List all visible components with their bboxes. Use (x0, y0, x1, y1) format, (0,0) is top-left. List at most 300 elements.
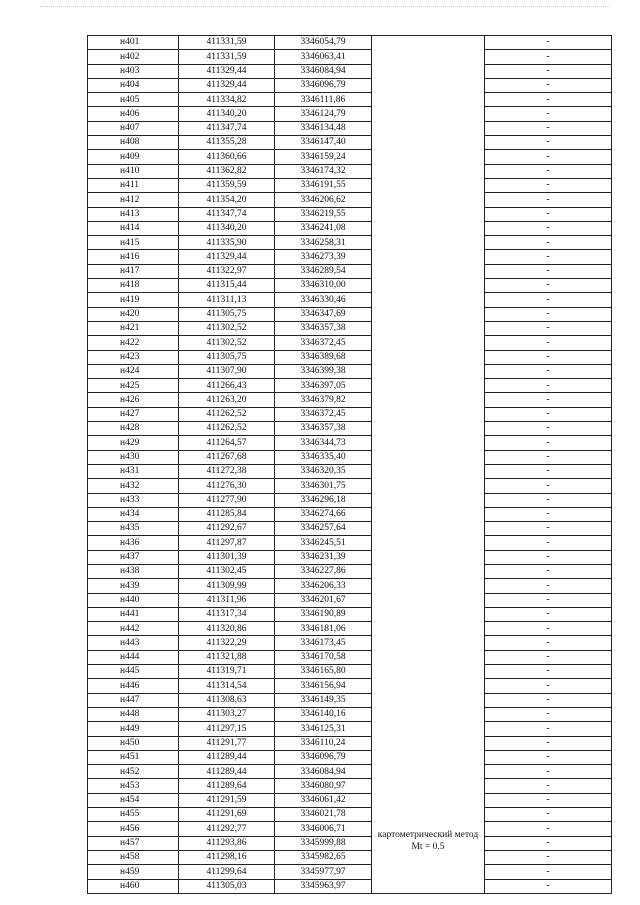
table-row (88, 550, 612, 564)
coord-x-cell: 411315,44 (179, 279, 275, 293)
note-cell: - (485, 722, 612, 736)
coord-x-cell: 411331,59 (179, 50, 275, 64)
point-id-cell: н447 (88, 693, 179, 707)
note-cell: - (485, 436, 612, 450)
table-row (88, 279, 612, 293)
note-cell: - (485, 808, 612, 822)
table-row (88, 779, 612, 793)
coord-x-cell: 411329,44 (179, 250, 275, 264)
table-row (88, 507, 612, 521)
coord-y-cell: 3346320,35 (275, 464, 372, 478)
coord-y-cell: 3346173,45 (275, 636, 372, 650)
coord-x-cell: 411297,87 (179, 536, 275, 550)
coord-y-cell: 3346080,97 (275, 779, 372, 793)
coord-x-cell: 411347,74 (179, 207, 275, 221)
coord-x-cell: 411309,99 (179, 579, 275, 593)
table-row (88, 78, 612, 92)
coord-x-cell: 411302,52 (179, 321, 275, 335)
coord-y-cell: 3346372,45 (275, 336, 372, 350)
note-cell: - (485, 636, 612, 650)
point-id-cell: н410 (88, 164, 179, 178)
table-row (88, 622, 612, 636)
note-cell: - (485, 364, 612, 378)
table-row (88, 793, 612, 807)
table-row (88, 150, 612, 164)
note-cell: - (485, 493, 612, 507)
point-id-cell: н457 (88, 836, 179, 850)
note-cell: - (485, 607, 612, 621)
table-row (88, 64, 612, 78)
note-cell: - (485, 293, 612, 307)
point-id-cell: н425 (88, 379, 179, 393)
point-id-cell: н424 (88, 364, 179, 378)
point-id-cell: н411 (88, 178, 179, 192)
coord-x-cell: 411277,90 (179, 493, 275, 507)
table-row (88, 493, 612, 507)
table-row (88, 479, 612, 493)
coord-x-cell: 411329,44 (179, 64, 275, 78)
point-id-cell: н458 (88, 850, 179, 864)
coord-y-cell: 3346301,75 (275, 479, 372, 493)
coord-x-cell: 411335,90 (179, 236, 275, 250)
coord-y-cell: 3346241,08 (275, 221, 372, 235)
coord-x-cell: 411289,44 (179, 765, 275, 779)
coord-y-cell: 3346063,41 (275, 50, 372, 64)
note-cell: - (485, 250, 612, 264)
point-id-cell: н421 (88, 321, 179, 335)
coord-y-cell: 3346296,18 (275, 493, 372, 507)
note-cell: - (485, 379, 612, 393)
point-id-cell: н407 (88, 121, 179, 135)
table-row (88, 336, 612, 350)
coord-y-cell: 3346372,45 (275, 407, 372, 421)
point-id-cell: н431 (88, 464, 179, 478)
point-id-cell: н429 (88, 436, 179, 450)
coord-x-cell: 411311,96 (179, 593, 275, 607)
coord-y-cell: 3346159,24 (275, 150, 372, 164)
table-row (88, 765, 612, 779)
coord-x-cell: 411266,43 (179, 379, 275, 393)
point-id-cell: н427 (88, 407, 179, 421)
table-row (88, 879, 612, 893)
coord-x-cell: 411317,34 (179, 607, 275, 621)
coord-y-cell: 3345982,65 (275, 850, 372, 864)
coord-y-cell: 3346357,38 (275, 321, 372, 335)
coord-y-cell: 3346227,86 (275, 564, 372, 578)
note-cell: - (485, 264, 612, 278)
coord-y-cell: 3346399,38 (275, 364, 372, 378)
coord-x-cell: 411322,29 (179, 636, 275, 650)
point-id-cell: н413 (88, 207, 179, 221)
table-row (88, 436, 612, 450)
point-id-cell: н453 (88, 779, 179, 793)
point-id-cell: н449 (88, 722, 179, 736)
table-row (88, 650, 612, 664)
coord-x-cell: 411291,69 (179, 808, 275, 822)
coord-y-cell: 3346084,94 (275, 765, 372, 779)
point-id-cell: н438 (88, 564, 179, 578)
coord-x-cell: 411354,20 (179, 193, 275, 207)
coord-x-cell: 411362,82 (179, 164, 275, 178)
point-id-cell: н430 (88, 450, 179, 464)
point-id-cell: н460 (88, 879, 179, 893)
table-row (88, 393, 612, 407)
coord-y-cell: 3346181,06 (275, 622, 372, 636)
table-row (88, 464, 612, 478)
note-cell: - (485, 150, 612, 164)
scan-header-marks (40, 6, 610, 10)
note-cell: - (485, 479, 612, 493)
coord-y-cell: 3345999,88 (275, 836, 372, 850)
point-id-cell: н456 (88, 822, 179, 836)
coord-y-cell: 3346231,39 (275, 550, 372, 564)
coord-y-cell: 3346357,38 (275, 422, 372, 436)
table-row (88, 750, 612, 764)
point-id-cell: н401 (88, 36, 179, 50)
point-id-cell: н416 (88, 250, 179, 264)
point-id-cell: н420 (88, 307, 179, 321)
coord-x-cell: 411302,52 (179, 336, 275, 350)
table-row (88, 136, 612, 150)
point-id-cell: н409 (88, 150, 179, 164)
note-cell: - (485, 750, 612, 764)
table-row (88, 207, 612, 221)
coord-y-cell: 3346110,24 (275, 736, 372, 750)
table-row (88, 164, 612, 178)
note-cell: - (485, 93, 612, 107)
note-cell: - (485, 393, 612, 407)
note-cell: - (485, 107, 612, 121)
table-row (88, 850, 612, 864)
table-row (88, 221, 612, 235)
point-id-cell: н433 (88, 493, 179, 507)
note-cell: - (485, 650, 612, 664)
point-id-cell: н446 (88, 679, 179, 693)
note-cell: - (485, 765, 612, 779)
coord-x-cell: 411334,82 (179, 93, 275, 107)
note-cell: - (485, 221, 612, 235)
note-cell: - (485, 665, 612, 679)
coord-y-cell: 3346096,79 (275, 78, 372, 92)
table-row (88, 107, 612, 121)
point-id-cell: н436 (88, 536, 179, 550)
coord-x-cell: 411311,13 (179, 293, 275, 307)
table-row (88, 536, 612, 550)
table-row (88, 679, 612, 693)
coordinates-table (87, 35, 612, 894)
note-cell: - (485, 422, 612, 436)
point-id-cell: н452 (88, 765, 179, 779)
note-cell: - (485, 450, 612, 464)
coord-y-cell: 3346140,16 (275, 707, 372, 721)
coord-y-cell: 3346170,58 (275, 650, 372, 664)
coord-y-cell: 3346274,66 (275, 507, 372, 521)
coord-y-cell: 3346125,31 (275, 722, 372, 736)
coord-x-cell: 411308,63 (179, 693, 275, 707)
point-id-cell: н441 (88, 607, 179, 621)
note-cell: - (485, 693, 612, 707)
table-row (88, 350, 612, 364)
point-id-cell: н448 (88, 707, 179, 721)
note-cell: - (485, 36, 612, 50)
point-id-cell: н426 (88, 393, 179, 407)
coord-x-cell: 411298,16 (179, 850, 275, 864)
point-id-cell: н428 (88, 422, 179, 436)
note-cell: - (485, 193, 612, 207)
coord-y-cell: 3346061,42 (275, 793, 372, 807)
coord-y-cell: 3346347,69 (275, 307, 372, 321)
note-cell: - (485, 121, 612, 135)
coord-x-cell: 411331,59 (179, 36, 275, 50)
coord-y-cell: 3346330,46 (275, 293, 372, 307)
point-id-cell: н405 (88, 93, 179, 107)
coord-x-cell: 411276,30 (179, 479, 275, 493)
coord-x-cell: 411302,45 (179, 564, 275, 578)
note-cell: - (485, 522, 612, 536)
point-id-cell: н444 (88, 650, 179, 664)
note-cell: - (485, 307, 612, 321)
table-row (88, 236, 612, 250)
coord-x-cell: 411303,27 (179, 707, 275, 721)
coord-x-cell: 411299,64 (179, 865, 275, 879)
coord-y-cell: 3346165,80 (275, 665, 372, 679)
coord-x-cell: 411285,84 (179, 507, 275, 521)
coord-y-cell: 3346149,35 (275, 693, 372, 707)
coord-x-cell: 411329,44 (179, 78, 275, 92)
method-note-cell: картометрический метод Mt = 0.5 (372, 36, 485, 894)
point-id-cell: н402 (88, 50, 179, 64)
coord-x-cell: 411340,20 (179, 107, 275, 121)
table-row (88, 865, 612, 879)
point-id-cell: н432 (88, 479, 179, 493)
coord-x-cell: 411305,75 (179, 307, 275, 321)
coord-x-cell: 411262,52 (179, 407, 275, 421)
coord-x-cell: 411291,59 (179, 793, 275, 807)
note-cell: - (485, 707, 612, 721)
point-id-cell: н403 (88, 64, 179, 78)
coord-x-cell: 411292,77 (179, 822, 275, 836)
coord-y-cell: 3346258,31 (275, 236, 372, 250)
table-row (88, 707, 612, 721)
table-row (88, 293, 612, 307)
point-id-cell: н455 (88, 808, 179, 822)
point-id-cell: н443 (88, 636, 179, 650)
note-cell: - (485, 136, 612, 150)
coord-y-cell: 3346147,40 (275, 136, 372, 150)
coord-y-cell: 3346201,67 (275, 593, 372, 607)
point-id-cell: н406 (88, 107, 179, 121)
coord-x-cell: 411319,71 (179, 665, 275, 679)
note-cell: - (485, 822, 612, 836)
coord-y-cell: 3346219,55 (275, 207, 372, 221)
note-cell: - (485, 679, 612, 693)
table-row (88, 564, 612, 578)
table-row (88, 607, 612, 621)
note-cell: - (485, 850, 612, 864)
point-id-cell: н412 (88, 193, 179, 207)
note-cell: - (485, 336, 612, 350)
coord-y-cell: 3346134,48 (275, 121, 372, 135)
coord-y-cell: 3346006,71 (275, 822, 372, 836)
coord-x-cell: 411305,75 (179, 350, 275, 364)
coord-x-cell: 411293,86 (179, 836, 275, 850)
point-id-cell: н454 (88, 793, 179, 807)
point-id-cell: н435 (88, 522, 179, 536)
coord-y-cell: 3346084,94 (275, 64, 372, 78)
note-cell: - (485, 865, 612, 879)
coord-y-cell: 3346174,32 (275, 164, 372, 178)
coord-x-cell: 411267,68 (179, 450, 275, 464)
coord-y-cell: 3346096,79 (275, 750, 372, 764)
table-row (88, 93, 612, 107)
table-row (88, 808, 612, 822)
coord-x-cell: 411289,64 (179, 779, 275, 793)
coord-y-cell: 3346021,78 (275, 808, 372, 822)
coord-x-cell: 411322,97 (179, 264, 275, 278)
coord-y-cell: 3346344,73 (275, 436, 372, 450)
note-cell: - (485, 64, 612, 78)
note-cell: - (485, 236, 612, 250)
point-id-cell: н439 (88, 579, 179, 593)
note-cell: - (485, 536, 612, 550)
coord-y-cell: 3346310,00 (275, 279, 372, 293)
point-id-cell: н450 (88, 736, 179, 750)
coord-y-cell: 3346397,05 (275, 379, 372, 393)
table-row (88, 50, 612, 64)
table-row (88, 250, 612, 264)
table-row (88, 822, 612, 836)
coord-y-cell: 3346190,89 (275, 607, 372, 621)
table-row (88, 665, 612, 679)
point-id-cell: н408 (88, 136, 179, 150)
point-id-cell: н440 (88, 593, 179, 607)
coord-x-cell: 411263,20 (179, 393, 275, 407)
table-row (88, 693, 612, 707)
point-id-cell: н419 (88, 293, 179, 307)
point-id-cell: н445 (88, 665, 179, 679)
coordinates-table-body (88, 36, 612, 894)
note-cell: - (485, 50, 612, 64)
coord-y-cell: 3346379,82 (275, 393, 372, 407)
coord-y-cell: 3346124,79 (275, 107, 372, 121)
table-row (88, 722, 612, 736)
coord-y-cell: 3346054,79 (275, 36, 372, 50)
coord-y-cell: 3346206,62 (275, 193, 372, 207)
point-id-cell: н442 (88, 622, 179, 636)
table-row (88, 121, 612, 135)
point-id-cell: н418 (88, 279, 179, 293)
coord-x-cell: 411307,90 (179, 364, 275, 378)
coord-y-cell: 3346335,40 (275, 450, 372, 464)
note-cell: - (485, 836, 612, 850)
note-cell: - (485, 207, 612, 221)
coord-x-cell: 411359,59 (179, 178, 275, 192)
coord-x-cell: 411360,66 (179, 150, 275, 164)
note-cell: - (485, 78, 612, 92)
coord-y-cell: 3346389,68 (275, 350, 372, 364)
coord-y-cell: 3345977,97 (275, 865, 372, 879)
table-row (88, 579, 612, 593)
note-cell: - (485, 321, 612, 335)
point-id-cell: н423 (88, 350, 179, 364)
coord-x-cell: 411262,52 (179, 422, 275, 436)
table-row (88, 450, 612, 464)
note-cell: - (485, 622, 612, 636)
coord-x-cell: 411292,67 (179, 522, 275, 536)
table-row (88, 407, 612, 421)
coord-x-cell: 411264,57 (179, 436, 275, 450)
coord-x-cell: 411301,39 (179, 550, 275, 564)
note-cell: - (485, 279, 612, 293)
table-row (88, 379, 612, 393)
coord-x-cell: 411355,28 (179, 136, 275, 150)
coord-x-cell: 411321,88 (179, 650, 275, 664)
point-id-cell: н404 (88, 78, 179, 92)
note-cell: - (485, 564, 612, 578)
note-cell: - (485, 164, 612, 178)
point-id-cell: н451 (88, 750, 179, 764)
table-row (88, 321, 612, 335)
coord-y-cell: 3346273,39 (275, 250, 372, 264)
coord-y-cell: 3346257,64 (275, 522, 372, 536)
coord-y-cell: 3346156,94 (275, 679, 372, 693)
coord-y-cell: 3346206,33 (275, 579, 372, 593)
table-row (88, 522, 612, 536)
coord-y-cell: 3346191,55 (275, 178, 372, 192)
note-cell: - (485, 178, 612, 192)
note-cell: - (485, 350, 612, 364)
table-row (88, 736, 612, 750)
point-id-cell: н422 (88, 336, 179, 350)
coord-x-cell: 411340,20 (179, 221, 275, 235)
note-cell: - (485, 464, 612, 478)
coord-x-cell: 411347,74 (179, 121, 275, 135)
note-cell: - (485, 736, 612, 750)
coord-x-cell: 411291,77 (179, 736, 275, 750)
coord-y-cell: 3346111,86 (275, 93, 372, 107)
table-row (88, 593, 612, 607)
note-cell: - (485, 407, 612, 421)
coord-x-cell: 411320,86 (179, 622, 275, 636)
point-id-cell: н459 (88, 865, 179, 879)
table-row (88, 193, 612, 207)
point-id-cell: н437 (88, 550, 179, 564)
point-id-cell: н417 (88, 264, 179, 278)
table-row (88, 364, 612, 378)
coord-x-cell: 411314,54 (179, 679, 275, 693)
coord-y-cell: 3345963,97 (275, 879, 372, 893)
table-row (88, 307, 612, 321)
point-id-cell: н415 (88, 236, 179, 250)
point-id-cell: н414 (88, 221, 179, 235)
note-cell: - (485, 507, 612, 521)
table-row (88, 264, 612, 278)
note-cell: - (485, 593, 612, 607)
note-cell: - (485, 879, 612, 893)
table-row (88, 178, 612, 192)
coord-x-cell: 411305,03 (179, 879, 275, 893)
table-row (88, 636, 612, 650)
coord-x-cell: 411272,38 (179, 464, 275, 478)
note-cell: - (485, 579, 612, 593)
coord-y-cell: 3346289,54 (275, 264, 372, 278)
note-cell: - (485, 793, 612, 807)
table-row (88, 422, 612, 436)
note-cell: - (485, 550, 612, 564)
table-row (88, 836, 612, 850)
coord-y-cell: 3346245,51 (275, 536, 372, 550)
note-cell: - (485, 779, 612, 793)
